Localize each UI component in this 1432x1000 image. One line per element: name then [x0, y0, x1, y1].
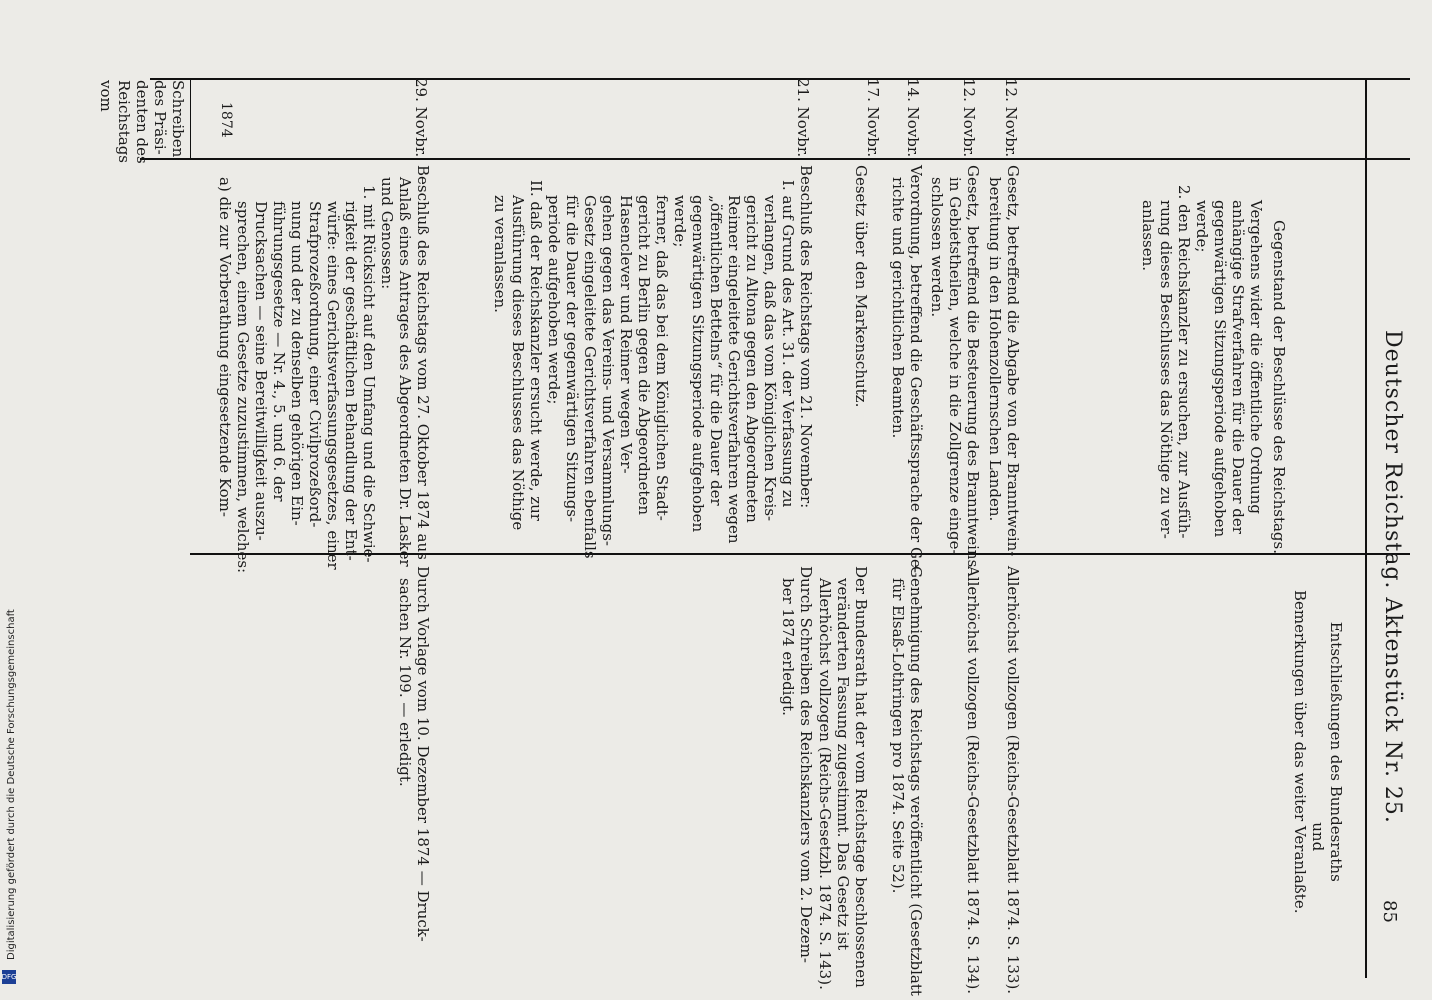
header-rule	[1365, 78, 1367, 978]
date-2: 12. Novbr.	[960, 78, 978, 158]
top-rule	[150, 78, 1410, 80]
col3-header: Entschließungen des Bundesraths und Bemerkungen über das weiter Veranlaßte.	[1291, 590, 1345, 914]
dfg-logo: DFG	[2, 970, 16, 984]
entry-beschluss-21-nov: Beschluß des Reichstags vom 21. November: I. auf Grund des Art. 31. der Verfassung zu verlangen, daß das vom Königlichen Kreis- gericht zu Altona gegen den Abgeordneten Reimer eingeleitete Gerichtsverfahren wegen „öffentlichen Bettelns“ für die Dauer der gegenwärtigen Sitzungsperiode aufgehoben werde; ferner, daß das bei dem Königlichen Stadt- gericht zu Berlin gegen die Abgeordneten Hasenclever und Reimer wegen Ver- gehen gegen das Vereins- und Versammlungs- Gesetz eingeleitete Gerichtsverfahren ebenfalls für die Dauer der gegenwärtigen Sitzungs- periode aufgehoben werde; II. daß der Reichskanzler ersucht werde, zur Ausführung dieses Beschlusses das Nöthige zu veranlassen.	[491, 165, 815, 559]
col2-header: Gegenstand der Beschlüsse des Reichstags.	[1270, 220, 1288, 554]
remark-1: Allerhöchst vollzogen (Reichs-Gesetzblatt 1874. S. 133).	[1004, 566, 1022, 995]
page-number: 85	[1379, 900, 1400, 923]
entry-continued: Vergehens wider die öffentliche Ordnung anhängige Strafverfahren für die Dauer der gegenwärtigen Sitzungsperiode aufgehoben werde; 2. den Reichskanzler zu ersuchen, zur Ausfüh- rung dieses Beschlusses das Nöthige zu ver- anlassen.	[1139, 185, 1265, 539]
entry-beschluss-27-okt: Beschluß des Reichstags vom 27. Oktober 1874 aus Anlaß eines Antrages des Abgeordneten Dr. Lasker und Genossen: 1. mit Rücksicht auf den Umfang und die Schwie- rigkeit der geschäftlichen Behandlung der Ent- würfe: eines Gerichtsverfassungsgesetzes, einer Strafprozeßordnung, einer Civilprozeßord- nung und der zu denselben gehörigen Ein- führungsgesetze — Nr. 4., 5. und 6. der Drucksachen — seine Bereitwilligkeit auszu- sprechen, einem Gesetze zuzustimmen, welches: a) die zur Vorberathung eingesetzende Kom-	[216, 165, 432, 574]
entry-branntwein-steuer: Gesetz, betreffend die Besteuerung des Branntweins in Gebietstheilen, welche in die Zollgrenze einge- schlossen werden.	[928, 165, 982, 568]
remark-6: Durch Vorlage vom 10. Dezember 1874 — Druck- sachen Nr. 109. — erledigt.	[396, 566, 432, 942]
remark-4: Der Bundesrath hat der vom Reichstage beschlossenen veränderten Fassung zugestimmt. Das Gesetz ist Allerhöchst vollzogen (Reichs-Gesetzbl. 1874. S. 143).	[816, 566, 870, 990]
year-label: 1874	[218, 102, 234, 138]
date-6: 29. Novbr.	[412, 78, 430, 158]
date-separator	[190, 78, 191, 160]
column-rule-1	[140, 158, 1410, 160]
remark-5: Durch Schreiben des Reichskanzlers vom 2. Dezem- ber 1874 erledigt.	[779, 566, 815, 963]
entry-geschaeftssprache: Verordnung, betreffend die Geschäftssprache der Ge- richte und gerichtlichen Beamten.	[889, 165, 925, 573]
remark-3: Genehmigung des Reichstags veröffentlicht (Gesetzblatt für Elsaß-Lothringen pro 1874. Seite 52).	[889, 566, 925, 996]
date-3: 14. Novbr.	[904, 78, 922, 158]
date-4: 17. Novbr.	[864, 78, 882, 158]
date-5: 21. Novbr.	[794, 78, 812, 158]
remark-2: Allerhöchst vollzogen (Reichs-Gesetzblatt 1874. S. 134).	[964, 566, 982, 995]
digitization-credit: Digitalisierung gefördert durch die Deutsche Forschungsgemeinschaft	[6, 609, 17, 960]
date-1: 12. Novbr.	[1002, 78, 1020, 158]
col1-header: Schreiben des Präsi- denten des Reichstags vom	[97, 80, 187, 164]
entry-branntwein-abgabe: Gesetz, betreffend die Abgabe von der Branntwein- bereitung in den Hohenzollernschen Landen.	[986, 165, 1022, 557]
page-title: Deutscher Reichstag. Aktenstück Nr. 25.	[1380, 330, 1405, 824]
entry-markenschutz: Gesetz über den Markenschutz.	[852, 165, 870, 408]
